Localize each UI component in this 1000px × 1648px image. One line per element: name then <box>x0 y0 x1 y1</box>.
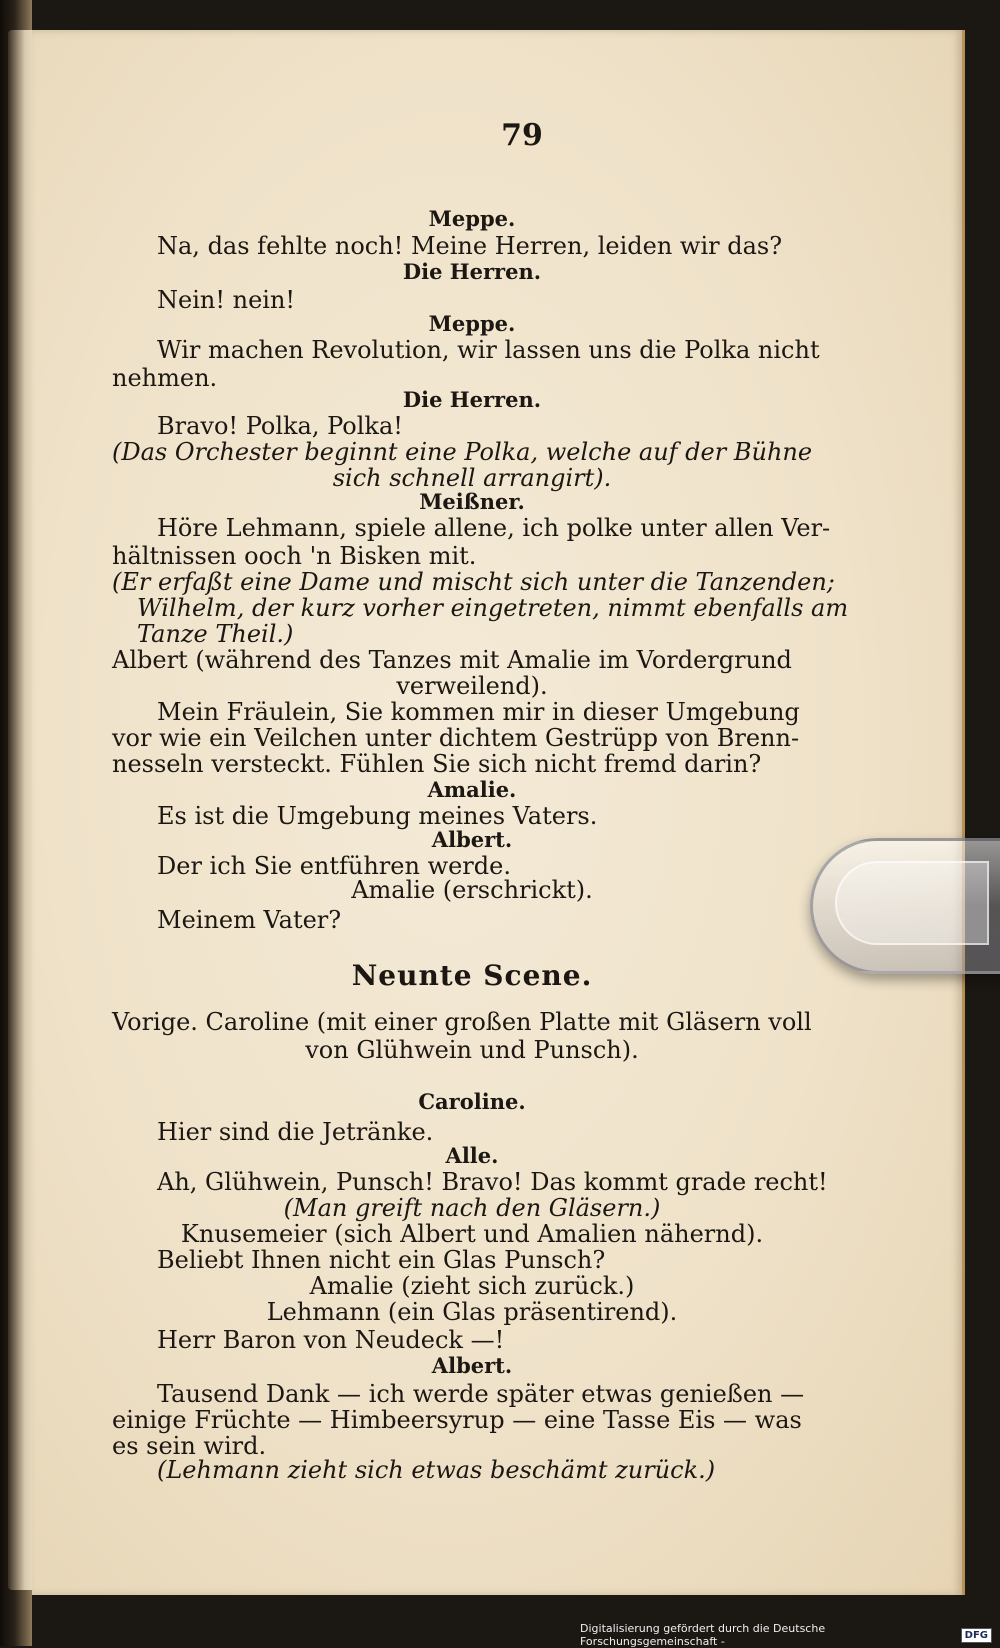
speaker-label: Meppe. <box>428 206 516 231</box>
speaker-label: Caroline. <box>418 1089 526 1114</box>
adjacent-page-strip <box>8 30 32 1590</box>
dialogue-line: Meinem Vater? <box>157 906 342 934</box>
stage-direction: (Man greift nach den Gläsern.) <box>283 1194 661 1222</box>
dialogue-line: Es ist die Umgebung meines Vaters. <box>157 802 598 830</box>
page-clip-highlight <box>835 861 989 945</box>
book-page <box>32 30 962 1595</box>
dialogue-line: Na, das fehlte noch! Meine Herren, leiden wir das? <box>157 232 783 260</box>
stage-direction: Albert (während des Tanzes mit Amalie im Vordergrund <box>112 646 792 674</box>
footer-credit <box>580 1622 992 1648</box>
dialogue-line: Hier sind die Jetränke. <box>157 1118 434 1146</box>
speaker-label: Albert. <box>431 1353 513 1378</box>
dialogue-line: Ah, Glühwein, Punsch! Bravo! Das kommt grade recht! <box>157 1168 828 1196</box>
stage-direction: Wilhelm, der kurz vorher eingetreten, nimmt ebenfalls am <box>137 594 849 622</box>
footer-text: Digitalisierung gefördert durch die Deutsche Forschungsgemeinschaft - <box>580 1622 826 1648</box>
dialogue-line: Wir machen Revolution, wir lassen uns die Polka nicht <box>157 336 820 364</box>
dialogue-line: Höre Lehmann, spiele allene, ich polke unter allen Ver- <box>157 514 831 542</box>
stage-direction: sich schnell arrangirt). <box>332 464 612 492</box>
speaker-label: Amalie (erschrickt). <box>351 876 593 904</box>
page-number: 79 <box>501 118 543 153</box>
stage-direction: (Lehmann zieht sich etwas beschämt zurück.) <box>157 1456 716 1484</box>
speaker-label: Die Herren. <box>402 259 542 284</box>
speaker-label: Meißner. <box>419 489 525 514</box>
stage-direction: Knusemeier (sich Albert und Amalien nähernd). <box>180 1220 764 1248</box>
page-content <box>112 30 849 1595</box>
speaker-label: Albert. <box>431 827 513 852</box>
stage-direction: (Er erfaßt eine Dame und mischt sich unter die Tanzenden; <box>112 568 835 596</box>
speaker-label: Amalie. <box>427 777 517 802</box>
stage-direction: Lehmann (ein Glas präsentirend). <box>266 1298 678 1326</box>
dialogue-line: Bravo! Polka, Polka! <box>157 412 403 440</box>
dialogue-line: nesseln versteckt. Fühlen Sie sich nicht fremd darin? <box>112 750 762 778</box>
dialogue-line: es sein wird. <box>112 1432 267 1460</box>
dialogue-line: hältnissen ooch 'n Bisken mit. <box>112 542 477 570</box>
dfg-logo: DFG <box>961 1628 992 1643</box>
stage-direction: Vorige. Caroline (mit einer großen Platte mit Gläsern voll <box>112 1008 812 1036</box>
speaker-label: Meppe. <box>428 311 516 336</box>
dialogue-line: vor wie ein Veilchen unter dichtem Gestrüpp von Brenn- <box>112 724 800 752</box>
dialogue-line: nehmen. <box>112 364 218 392</box>
stage-direction: Amalie (zieht sich zurück.) <box>309 1272 635 1300</box>
stage-direction: (Das Orchester beginnt eine Polka, welche auf der Bühne <box>112 438 813 466</box>
stage-direction: von Glühwein und Punsch). <box>305 1036 639 1064</box>
speaker-label: Alle. <box>445 1143 499 1168</box>
stage-direction: verweilend). <box>396 672 548 700</box>
dialogue-line: Der ich Sie entführen werde. <box>157 852 511 880</box>
dialogue-line: einige Früchte — Himbeersyrup — eine Tasse Eis — was <box>112 1406 802 1434</box>
speaker-label: Die Herren. <box>402 387 542 412</box>
dialogue-line: Mein Fräulein, Sie kommen mir in dieser Umgebung <box>157 698 800 726</box>
dialogue-line: Herr Baron von Neudeck —! <box>157 1326 505 1354</box>
dialogue-line: Beliebt Ihnen nicht ein Glas Punsch? <box>157 1246 606 1274</box>
scene-title: Neunte Scene. <box>351 959 593 992</box>
dialogue-line: Tausend Dank — ich werde später etwas genießen — <box>157 1380 805 1408</box>
stage-direction: Tanze Theil.) <box>137 620 294 648</box>
dialogue-line: Nein! nein! <box>157 286 296 314</box>
page-clip <box>810 838 1000 974</box>
